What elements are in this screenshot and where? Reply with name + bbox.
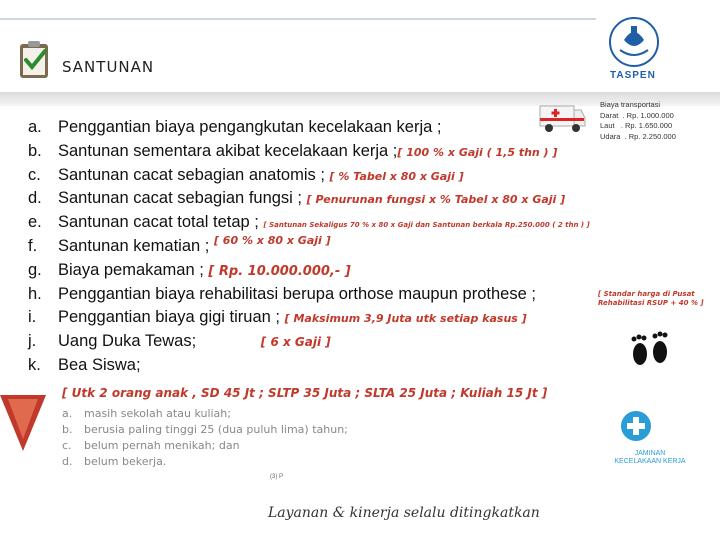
bpjs-line2: KECELAKAAN KERJA [614,458,686,465]
tiny-text: (3) P [270,474,284,480]
list-item [28,332,590,356]
item-note: [ Santunan Sekaligus 70 % x 80 x Gaji dan Santunan berkala Rp.250.000 ( 2 thn ) ] [263,221,590,230]
item-text: Penggantian biaya rehabilitasi berupa orthose maupun prothese ; [58,284,536,303]
item-text: Santunan sementara akibat kecelakaan kerja ; [58,141,398,160]
list-item [28,261,590,285]
bea-siswa-note: [ Utk 2 orang anak , SD 45 Jt ; SLTP 35 Juta ; SLTA 25 Juta ; Kuliah 15 Jt ] [62,386,548,400]
item-marker: j. [28,332,37,351]
taspen-emblem-icon [596,0,720,96]
bpjs-logo-icon [620,410,652,442]
item-marker: d. [28,189,42,208]
item-text: Biaya pemakaman ; [58,260,204,279]
list-item [28,166,590,190]
sub-list-item [62,454,348,470]
item-text: Penggantian biaya pengangkutan kecelakaan kerja ; [58,118,442,136]
sub-item-marker: c. [62,439,72,452]
sub-list [62,406,348,470]
list-item [28,189,590,213]
sub-item-text: berusia paling tinggi 25 (dua puluh lima) tahun; [84,423,348,436]
list-item [28,356,590,380]
list-item [28,233,590,261]
item-marker: g. [28,260,42,279]
item-marker: a. [28,118,42,136]
transport-heading: Biaya transportasi [600,100,661,109]
item-marker: b. [28,141,42,160]
transport-line: Darat . Rp. 1.000.000 [600,110,674,120]
list-item [28,308,590,332]
bpjs-line1: JAMINAN [634,450,666,457]
sub-list-item [62,438,348,454]
item-note: [ Maksimum 3,9 Juta utk setiap kasus ] [284,312,527,326]
footprints-icon [628,330,672,370]
item-text: Santunan cacat total tetap ; [58,213,259,232]
sub-item-marker: a. [62,407,73,420]
transport-line: Udara . Rp. 2.250.000 [600,131,676,141]
transport-costs [600,100,676,142]
sub-item-text: belum bekerja. [84,455,167,468]
transport-line: Laut . Rp. 1.650.000 [600,121,673,130]
item-note: [ % Tabel x 80 x Gaji ] [329,169,464,183]
item-text: Santunan cacat sebagian fungsi ; [58,189,303,208]
list-item [28,118,590,142]
clipboard-check-icon [18,40,50,80]
item-marker: k. [28,355,41,374]
item-text: Uang Duka Tewas; [58,332,197,351]
bpjs-label [610,450,690,466]
sub-item-marker: d. [62,455,73,468]
sub-list-item [62,422,348,438]
item-marker: c. [28,165,41,184]
page-title: SANTUNAN [62,58,155,76]
arrow-decoration-icon [0,395,46,451]
sub-item-text: belum pernah menikah; dan [84,439,240,452]
sub-item-marker: b. [62,423,73,436]
sub-item-text: masih sekolah atau kuliah; [84,407,231,420]
sub-list-item [62,406,348,422]
item-text: Santunan cacat sebagian anatomis ; [58,165,325,184]
item-text: Bea Siswa; [58,355,141,374]
taspen-logo-text: TASPEN [610,70,656,81]
item-marker: h. [28,284,42,303]
item-note: [ 6 x Gaji ] [260,335,331,350]
item-note: [ Penurunan fungsi x % Tabel x 80 x Gaji ] [306,193,566,207]
item-text: Santunan kematian ; [58,236,210,255]
item-note: [ Rp. 10.000.000,- ] [208,263,351,279]
list-item [28,285,590,309]
item-note: [ 100 % x Gaji ( 1,5 thn ) ] [397,145,558,159]
item-text: Penggantian biaya gigi tiruan ; [58,308,280,327]
list-item [28,142,590,166]
footer-slogan: Layanan & kinerja selalu ditingkatkan [268,505,540,521]
taspen-logo [596,0,720,96]
item-marker: e. [28,213,42,232]
item-marker: i. [28,308,37,327]
benefit-list [28,118,590,380]
item-marker: f. [28,236,38,255]
item-note: [ 60 % x 80 x Gaji ] [213,233,331,247]
rehab-note: [ Standar harga di Pusat Rehabilitasi RSUP + 40 % ] [598,290,704,307]
